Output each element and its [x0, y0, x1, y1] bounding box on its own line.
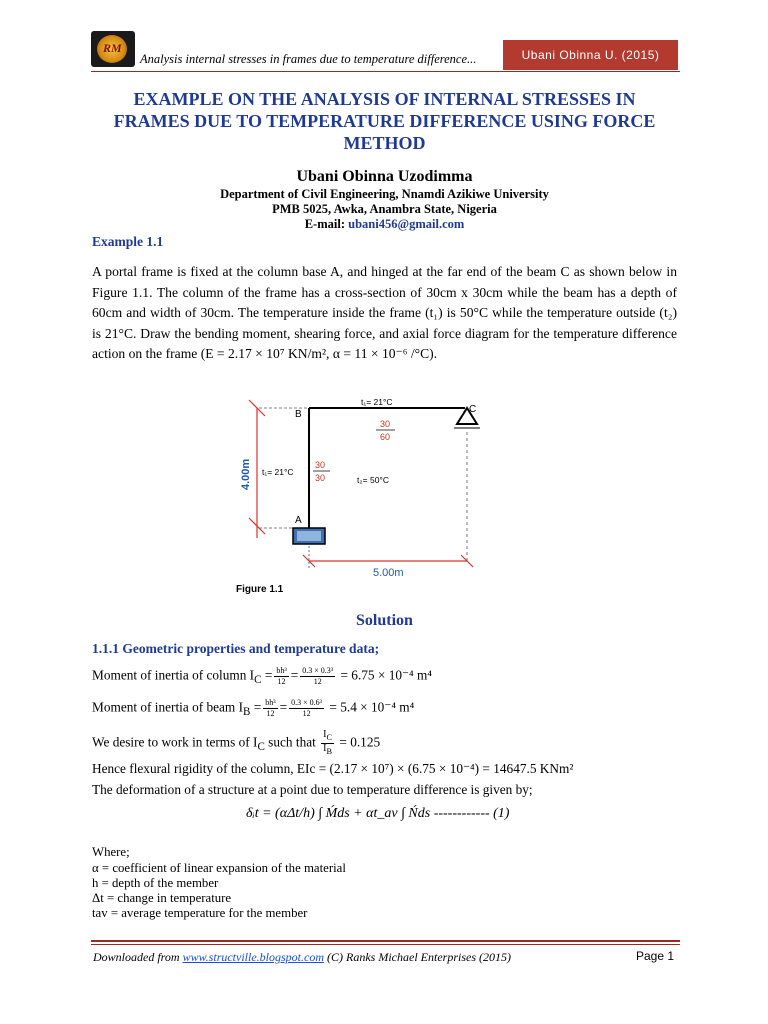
height-label: 4.00m	[240, 458, 252, 490]
title-line-2: FRAMES DUE TO TEMPERATURE DIFFERENCE USING FORCE	[113, 111, 656, 131]
deformation-intro: The deformation of a structure at a point due to temperature difference is given by;	[92, 782, 533, 797]
affiliation-email	[92, 217, 677, 232]
footer-divider-thin	[91, 944, 680, 945]
label-C: C	[469, 404, 477, 415]
header-divider	[91, 71, 680, 72]
email-link[interactable]: ubani456@gmail.com	[348, 217, 465, 231]
logo-text: RM	[103, 41, 122, 55]
problem-statement: A portal frame is fixed at the column base A, and hinged at the far end of the beam C as shown below in Figure 1.1. The column of the frame has a cross-section of 30cm x 30cm while the beam has a depth of 60cm and width of 30cm. The temperature inside the frame (t₁) is 50°C while the temperature outside (t₂) is 21°C. Draw the bending moment, shearing force, and axial force diagram for the temperature difference action on the frame (E = 2.17 × 10⁷ KN/m², α = 11 × 10⁻⁶ /°C).	[92, 264, 677, 361]
subsection-heading: 1.1.1 Geometric properties and temperature data;	[92, 641, 380, 656]
definition-h: h = depth of the member	[92, 876, 219, 890]
solution-heading: Solution	[356, 612, 413, 629]
affiliation-address: PMB 5025, Awka, Anambra State, Nigeria	[272, 202, 497, 216]
label-B: B	[295, 409, 302, 420]
beam-outside-temp: t₁= 21°C	[361, 397, 393, 407]
title-line-1: EXAMPLE ON THE ANALYSIS OF INTERNAL STRESSES IN	[133, 89, 636, 109]
header-title: Analysis internal stresses in frames due to temperature difference...	[140, 52, 477, 66]
column-section-bot: 30	[315, 473, 326, 483]
beam-inertia-line: Moment of inertia of beam $I_B$ = $\frac{\text{bh³}}{12}$ = $\frac{\text{0.3 × 0.6³}}{12}$ = 5.4 × 10⁻⁴ m⁴	[92, 698, 415, 719]
ratio-frac: $\frac{I_C}{I_B}$	[323, 729, 333, 756]
footer-text: Downloaded from www.structville.blogspot.com (C) Ranks Michael Enterprises (2015)	[93, 950, 511, 964]
column-inertia-line: Moment of inertia of column $I_C$ = $\frac{\text{bh³}}{12}$ = $\frac{\text{0.3 × 0.3³}}{12}$ = 6.75 × 10⁻⁴ m⁴	[92, 666, 432, 687]
footer-divider-thick	[91, 940, 680, 942]
definition-delta-t: Δt = change in temperature	[92, 891, 232, 905]
column-inertia-frac-2: $\frac{\text{0.3 × 0.3³}}{12}$	[302, 666, 334, 686]
ratio-line: We desire to work in terms of $I_C$ such that $\frac{I_C}{I_B}$ = 0.125	[92, 729, 381, 756]
span-label: 5.00m	[373, 567, 404, 579]
header-author-tag: Ubani Obinna U. (2015)	[503, 40, 678, 70]
figure-portal-frame	[225, 388, 495, 583]
column-outside-temp: t₁= 21°C	[262, 467, 294, 477]
figure-caption: Figure 1.1	[236, 584, 284, 595]
affiliation-department: Department of Civil Engineering, Nnamdi Azikiwe University	[220, 187, 549, 201]
beam-section-bot: 60	[380, 432, 391, 442]
footer-link[interactable]: www.structville.blogspot.com	[182, 950, 325, 964]
logo	[91, 31, 135, 67]
title-line-3: METHOD	[343, 133, 426, 153]
deformation-equation: δᵢt = (αΔt/h) ∫ Ḿds + αt_av ∫ Ńds ------------ (1)	[246, 806, 510, 821]
definition-alpha: α = coefficient of linear expansion of the material	[92, 861, 346, 875]
example-heading: Example 1.1	[92, 234, 164, 249]
document-title	[92, 88, 677, 154]
column-section-top: 30	[315, 460, 326, 470]
page-number: Page 1	[636, 949, 675, 963]
flexural-rigidity-line: Hence flexural rigidity of the column, EIc = (2.17 × 10⁷) × (6.75 × 10⁻⁴) = 14647.5 KNm²	[92, 761, 574, 776]
column-inertia-frac-1: $\frac{\text{bh³}}{12}$	[276, 666, 287, 686]
beam-section-top: 30	[380, 419, 391, 429]
definition-tav: tav = average temperature for the member	[92, 906, 308, 920]
label-A: A	[295, 515, 302, 526]
author-name: Ubani Obinna Uzodimma	[296, 168, 473, 185]
where-label: Where;	[92, 845, 130, 859]
inside-temp: t₂= 50°C	[357, 475, 389, 485]
beam-inertia-frac-2: $\frac{\text{0.3 × 0.6³}}{12}$	[291, 698, 323, 718]
beam-inertia-frac-1: $\frac{\text{bh³}}{12}$	[265, 698, 276, 718]
email-label: E-mail:	[304, 217, 345, 231]
